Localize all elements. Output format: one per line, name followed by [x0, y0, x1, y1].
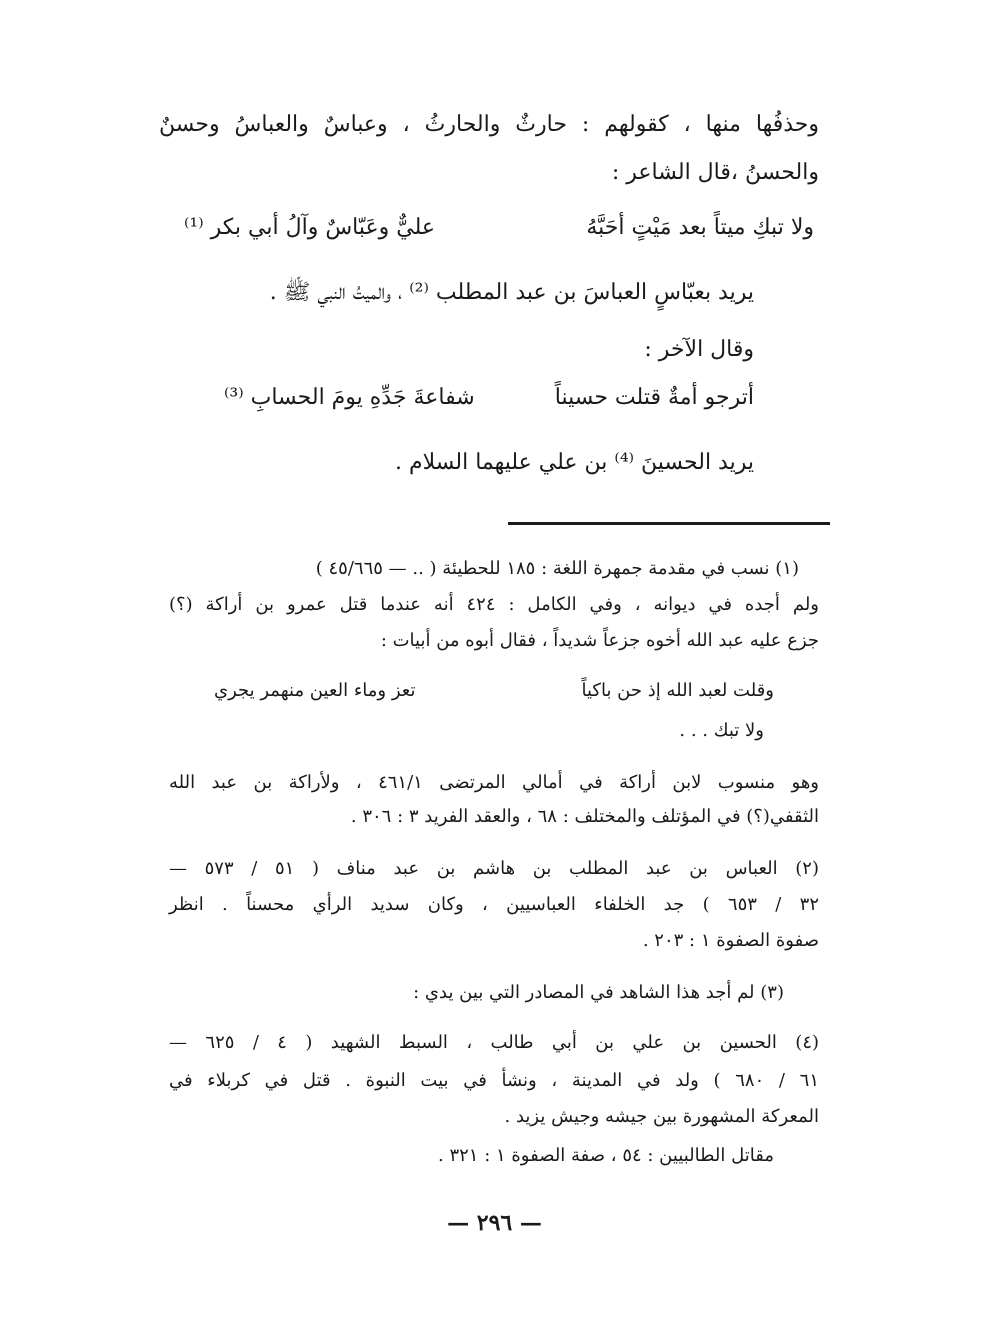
main-text-line: وقال الآخر :: [644, 337, 754, 362]
poetry-verse: [224, 385, 754, 411]
footnote-line: المعركة المشهورة بين جيشه وجيش يزيد .: [504, 1106, 819, 1127]
verse-second-hemistich: شفاعةَ جَدِّهِ يومَ الحسابِ ⁽³⁾: [224, 385, 475, 410]
footnote-line: مقاتل الطالبيين : ٥٤ ، صفة الصفوة ١ : ٣٢١ .: [438, 1145, 774, 1166]
footnote-line: ٦١ / ٦٨٠ ) ولد في المدينة ، ونشأ في بيت النبوة . قتل في كربلاء في: [169, 1070, 819, 1091]
footnote-line: وهو منسوب لابن أراكة في أمالي المرتضى ٤٦١/١ ، ولأراكة بن عبد الله: [169, 772, 819, 793]
verse-second-hemistich: تعز وماء العين منهمر يجري: [214, 680, 416, 701]
footnote-line: ولا تبك . . .: [679, 720, 764, 741]
verse-first-hemistich: وقلت لعبد الله إذ حن باكياً: [581, 680, 774, 701]
footnote-line: (٤) الحسين بن علي بن أبي طالب ، السبط الشهيد ( ٤ / ٦٢٥ —: [169, 1032, 820, 1053]
verse-second-hemistich: عليٌّ وعَبّاسٌ وآلُ أبي بكر ⁽¹⁾: [184, 215, 436, 240]
footnote-line: (١) نسب في مقدمة جمهرة اللغة : ١٨٥ للحطيئة ( .. — ٤٥/٦٦٥ ): [315, 558, 799, 579]
verse-first-hemistich: أترجو أمةٌ قتلت حسيناً: [554, 385, 754, 410]
footnote-line: (٣) لم أجد هذا الشاهد في المصادر التي بين يدي :: [413, 982, 784, 1003]
footnote-line: جزع عليه عبد الله أخوه جزعاً شديداً ، فقال أبوه من أبيات :: [380, 630, 819, 651]
main-text-line: يريد الحسينَ ⁽⁴⁾ بن علي عليهما السلام .: [395, 450, 754, 475]
footnote-line: ولم أجده في ديوانه ، وفي الكامل : ٤٢٤ أنه عندما قتل عمرو بن أراكة (؟): [169, 594, 820, 615]
footnote-separator: [508, 522, 830, 525]
footnote-line: الثقفي(؟) في المؤتلف والمختلف : ٦٨ ، والعقد الفريد ٣ : ٣٠٦ .: [350, 806, 819, 827]
verse-first-hemistich: ولا تبكِ ميتاً بعد مَيْتٍ أحَبَّهُ: [586, 215, 814, 240]
main-text-line: يريد بعبّاسٍ العباسَ بن عبد المطلب ⁽²⁾ ، والميتُ النبي ﷺ .: [269, 280, 754, 305]
main-text-line: والحسنُ ،قال الشاعر :: [611, 160, 819, 185]
page-number: — ٢٩٦ —: [447, 1210, 542, 1236]
poetry-verse: [184, 215, 814, 241]
main-text-line: وحذفُها منها ، كقولهم : حارثٌ والحارثُ ، وعباسٌ والعباسُ وحسنٌ: [159, 112, 819, 137]
footnote-line: صفوة الصفوة ١ : ٢٠٣ .: [642, 930, 819, 951]
footnote-verse: [214, 680, 774, 702]
footnote-line: ٣٢ / ٦٥٣ ) جد الخلفاء العباسيين ، وكان سديد الرأي محسناً . انظر: [169, 894, 819, 915]
footnote-line: (٢) العباس بن عبد المطلب بن هاشم بن عبد مناف ( ٥١ / ٥٧٣ —: [169, 858, 819, 879]
